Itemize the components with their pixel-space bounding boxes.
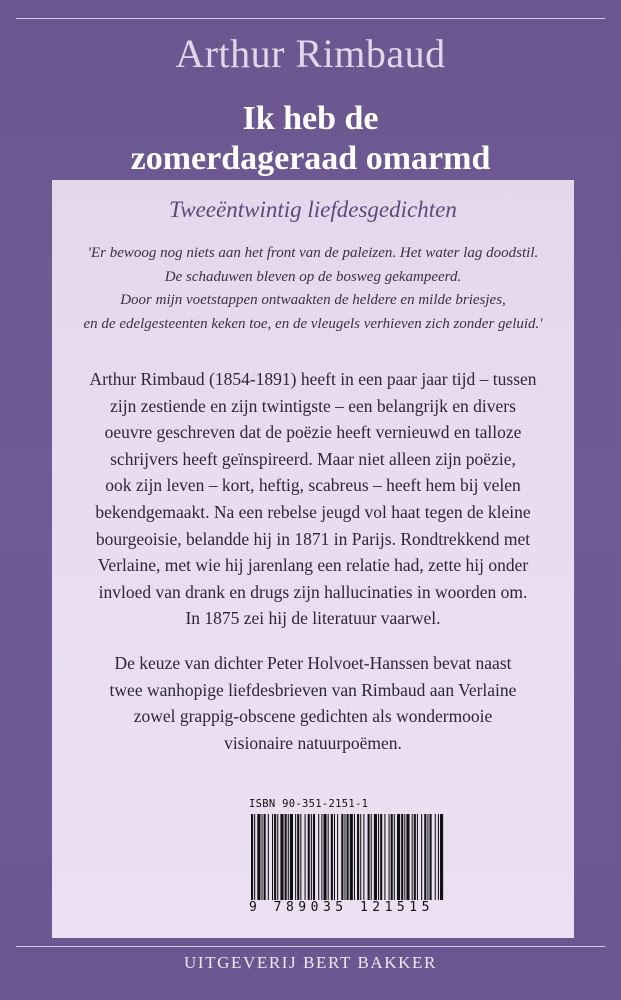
paragraph-line: invloed van drank en drugs zijn hallucinaties in woorden om. xyxy=(98,581,528,602)
barcode-icon xyxy=(249,814,445,900)
quote-line: De schaduwen bleven op de bosweg gekampeerd. xyxy=(164,268,462,285)
author-name: Arthur Rimbaud xyxy=(175,31,446,76)
publisher-name: UITGEVERIJ BERT BAKKER xyxy=(184,953,437,972)
paragraph-line: In 1875 zei hij de literatuur vaarwel. xyxy=(185,608,441,629)
selection-paragraph xyxy=(52,650,574,756)
quote-line: Door mijn voetstappen ontwaakten de heldere en milde briesjes, xyxy=(120,292,506,308)
paragraph-line: Verlaine, met wie hij jarenlang een relatie had, zette hij onder xyxy=(97,555,529,576)
quote-line: en de edelgesteenten keken toe, en de vleugels verhieven zich zonder geluid.' xyxy=(83,315,543,332)
title-line: zomerdageraad omarmd xyxy=(130,140,491,177)
paragraph-line: ook zijn leven – kort, heftig, scabreus – heeft hem bij velen xyxy=(105,475,521,496)
paragraph-line: bekendgemaakt. Na een rebelse jeugd vol haat tegen de kleine xyxy=(95,501,531,522)
book-title xyxy=(0,99,621,179)
barcode-digits: 9 789035 121515 xyxy=(249,900,434,915)
blurb-panel xyxy=(52,180,574,938)
quote xyxy=(52,242,574,336)
description-paragraph xyxy=(52,366,574,632)
paragraph-line: Arthur Rimbaud (1854-1891) heeft in een paar jaar tijd – tussen xyxy=(89,369,537,389)
isbn-label: ISBN 90-351-2151-1 xyxy=(249,798,369,810)
barcode-block xyxy=(249,798,451,916)
bottom-divider xyxy=(16,946,605,947)
paragraph-line: twee wanhopige liefdesbrieven van Rimbaud aan Verlaine xyxy=(109,679,517,700)
paragraph-line: bourgeoisie, belandde hij in 1871 in Parijs. Rondtrekkend met xyxy=(95,528,531,549)
paragraph-line: De keuze van dichter Peter Holvoet-Hanssen bevat naast xyxy=(114,653,512,673)
top-divider xyxy=(16,18,605,19)
title-line: Ik heb de xyxy=(242,100,379,137)
subtitle: Tweeëntwintig liefdesgedichten xyxy=(169,197,457,222)
quote-line: 'Er bewoog nog niets aan het front van de paleizen. Het water lag doodstil. xyxy=(87,245,539,261)
paragraph-line: zijn zestiende en zijn twintigste – een belangrijk en divers xyxy=(110,395,516,416)
paragraph-line: visionaire natuurpoëmen. xyxy=(224,732,402,753)
paragraph-line: oeuvre geschreven dat de poëzie heeft vernieuwd en talloze xyxy=(104,422,522,443)
paragraph-line: zowel grappig-obscene gedichten als wondermooie xyxy=(133,706,493,727)
paragraph-line: schrijvers heeft geïnspireerd. Maar niet alleen zijn poëzie, xyxy=(110,448,516,469)
